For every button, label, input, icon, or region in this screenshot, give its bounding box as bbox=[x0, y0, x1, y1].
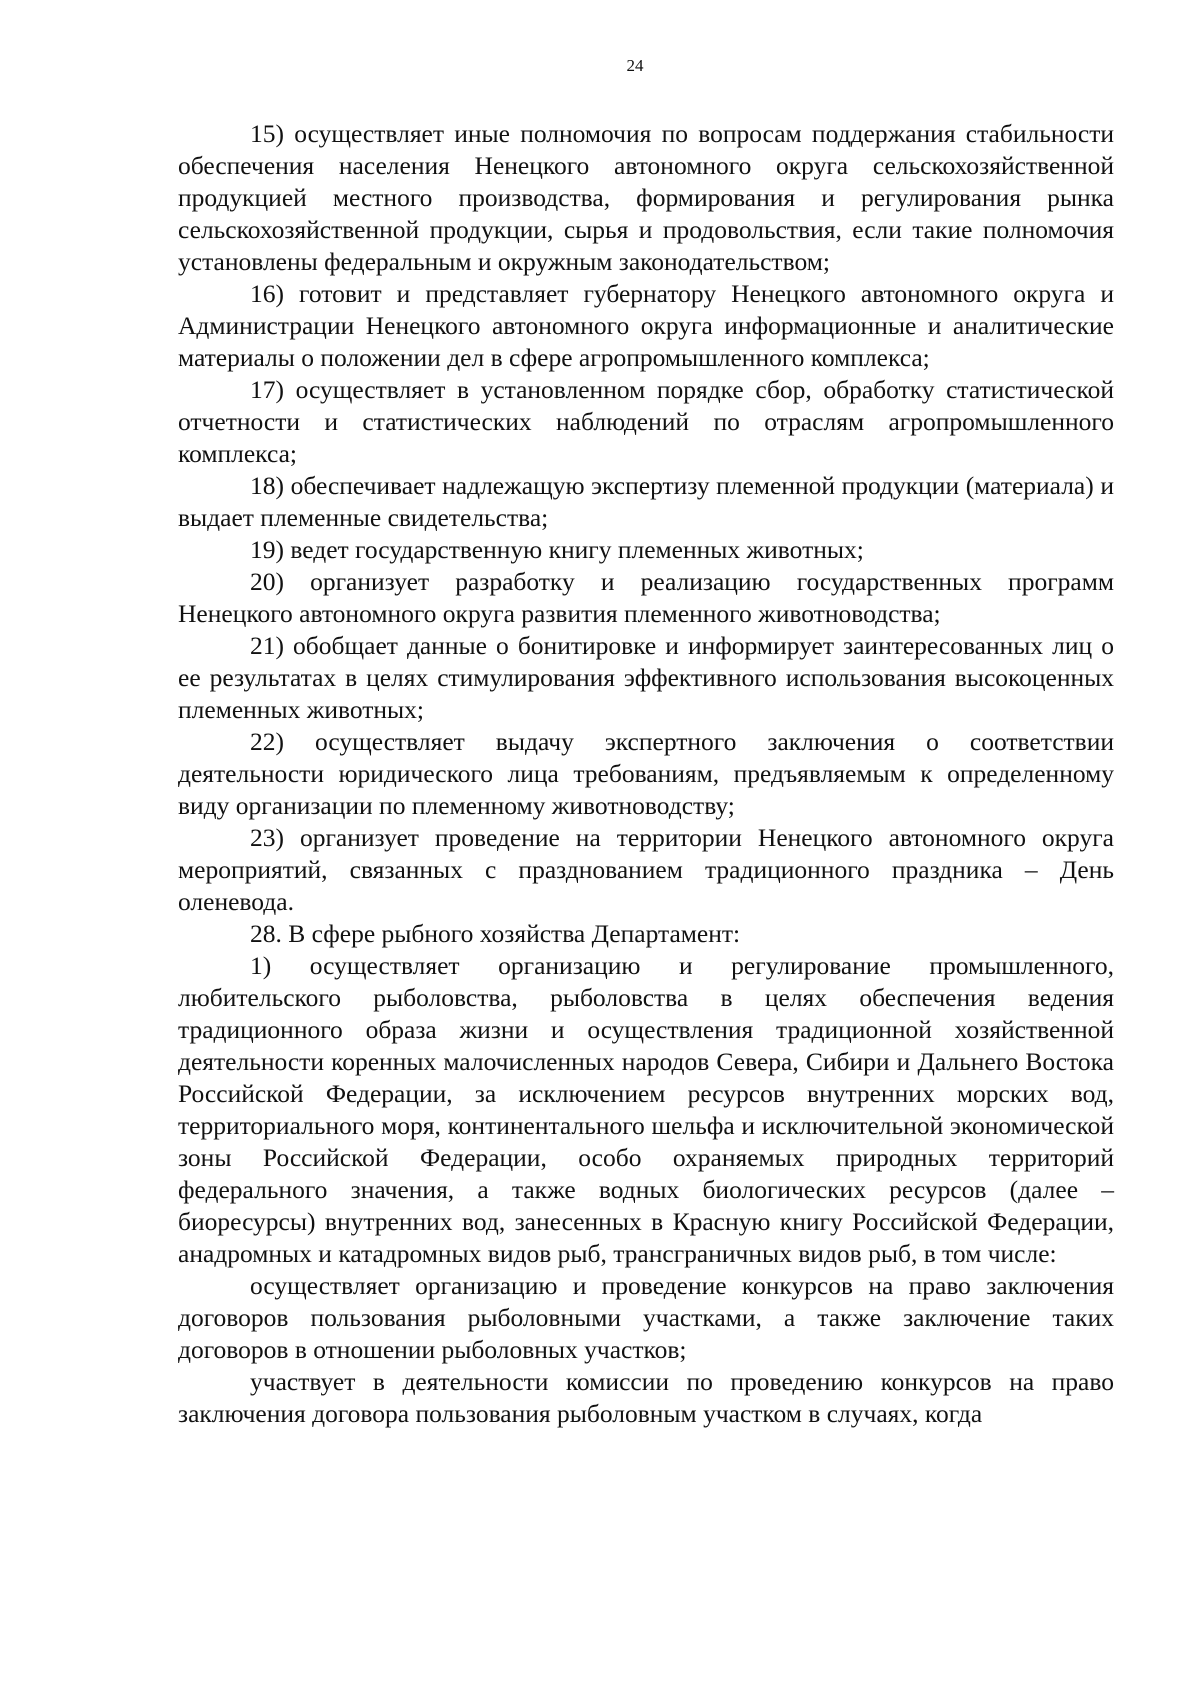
subparagraph-contests: осуществляет организацию и проведение конкурсов на право заключения договоров пользования рыболовными участками, а также заключение таких договоров в отношении рыболовных участков; bbox=[178, 1271, 1114, 1364]
paragraph-item-17: 17) осуществляет в установленном порядке сбор, обработку статистической отчетности и статистических наблюдений по отраслям агропромышленного комплекса; bbox=[178, 375, 1114, 468]
paragraph-item-19: 19) ведет государственную книгу племенных животных; bbox=[250, 535, 864, 564]
paragraph-item-21: 21) обобщает данные о бонитировке и информирует заинтересованных лиц о ее результатах в целях стимулирования эффективного использования высокоценных племенных животных; bbox=[178, 631, 1114, 724]
paragraph-item-18: 18) обеспечивает надлежащую экспертизу племенной продукции (материала) и выдает племенные свидетельства; bbox=[178, 471, 1114, 532]
paragraph-item-1: 1) осуществляет организацию и регулирование промышленного, любительского рыболовства, рыболовства в целях обеспечения ведения традиционного образа жизни и осуществления традиционной хозяйственной деятельности коренных малочисленных народов Севера, Сибири и Дальнего Востока Российской Федерации, за исключением ресурсов внутренних морских вод, территориального моря, континентального шельфа и исключительной экономической зоны Российской Федерации, особо охраняемых природных территорий федерального значения, а также водных биологических ресурсов (далее – биоресурсы) внутренних вод, занесенных в Красную книгу Российской Федерации, анадромных и катадромных видов рыб, трансграничных видов рыб, в том числе: bbox=[178, 951, 1114, 1268]
paragraph-item-15: 15) осуществляет иные полномочия по вопросам поддержания стабильности обеспечения населения Ненецкого автономного округа сельскохозяйственной продукцией местного производства, формирования и регулирования рынка сельскохозяйственной продукции, сырья и продовольствия, если такие полномочия установлены федеральным и окружным законодательством; bbox=[178, 119, 1114, 276]
paragraph-item-22: 22) осуществляет выдачу экспертного заключения о соответствии деятельности юридического лица требованиям, предъявляемым к определенному виду организации по племенному животноводству; bbox=[178, 727, 1114, 820]
subparagraph-commission: участвует в деятельности комиссии по проведению конкурсов на право заключения договора пользования рыболовным участком в случаях, когда bbox=[178, 1367, 1114, 1428]
paragraph-item-16: 16) готовит и представляет губернатору Ненецкого автономного округа и Администрации Ненецкого автономного округа информационные и аналитические материалы о положении дел в сфере агропромышленного комплекса; bbox=[178, 279, 1114, 372]
paragraph-item-20: 20) организует разработку и реализацию государственных программ Ненецкого автономного округа развития племенного животноводства; bbox=[178, 567, 1114, 628]
section-heading-28: 28. В сфере рыбного хозяйства Департамент: bbox=[250, 919, 741, 948]
page-number: 24 bbox=[626, 56, 644, 75]
paragraph-item-23: 23) организует проведение на территории Ненецкого автономного округа мероприятий, связанных с празднованием традиционного праздника – День оленевода. bbox=[178, 823, 1114, 916]
document-body bbox=[178, 118, 1114, 1430]
